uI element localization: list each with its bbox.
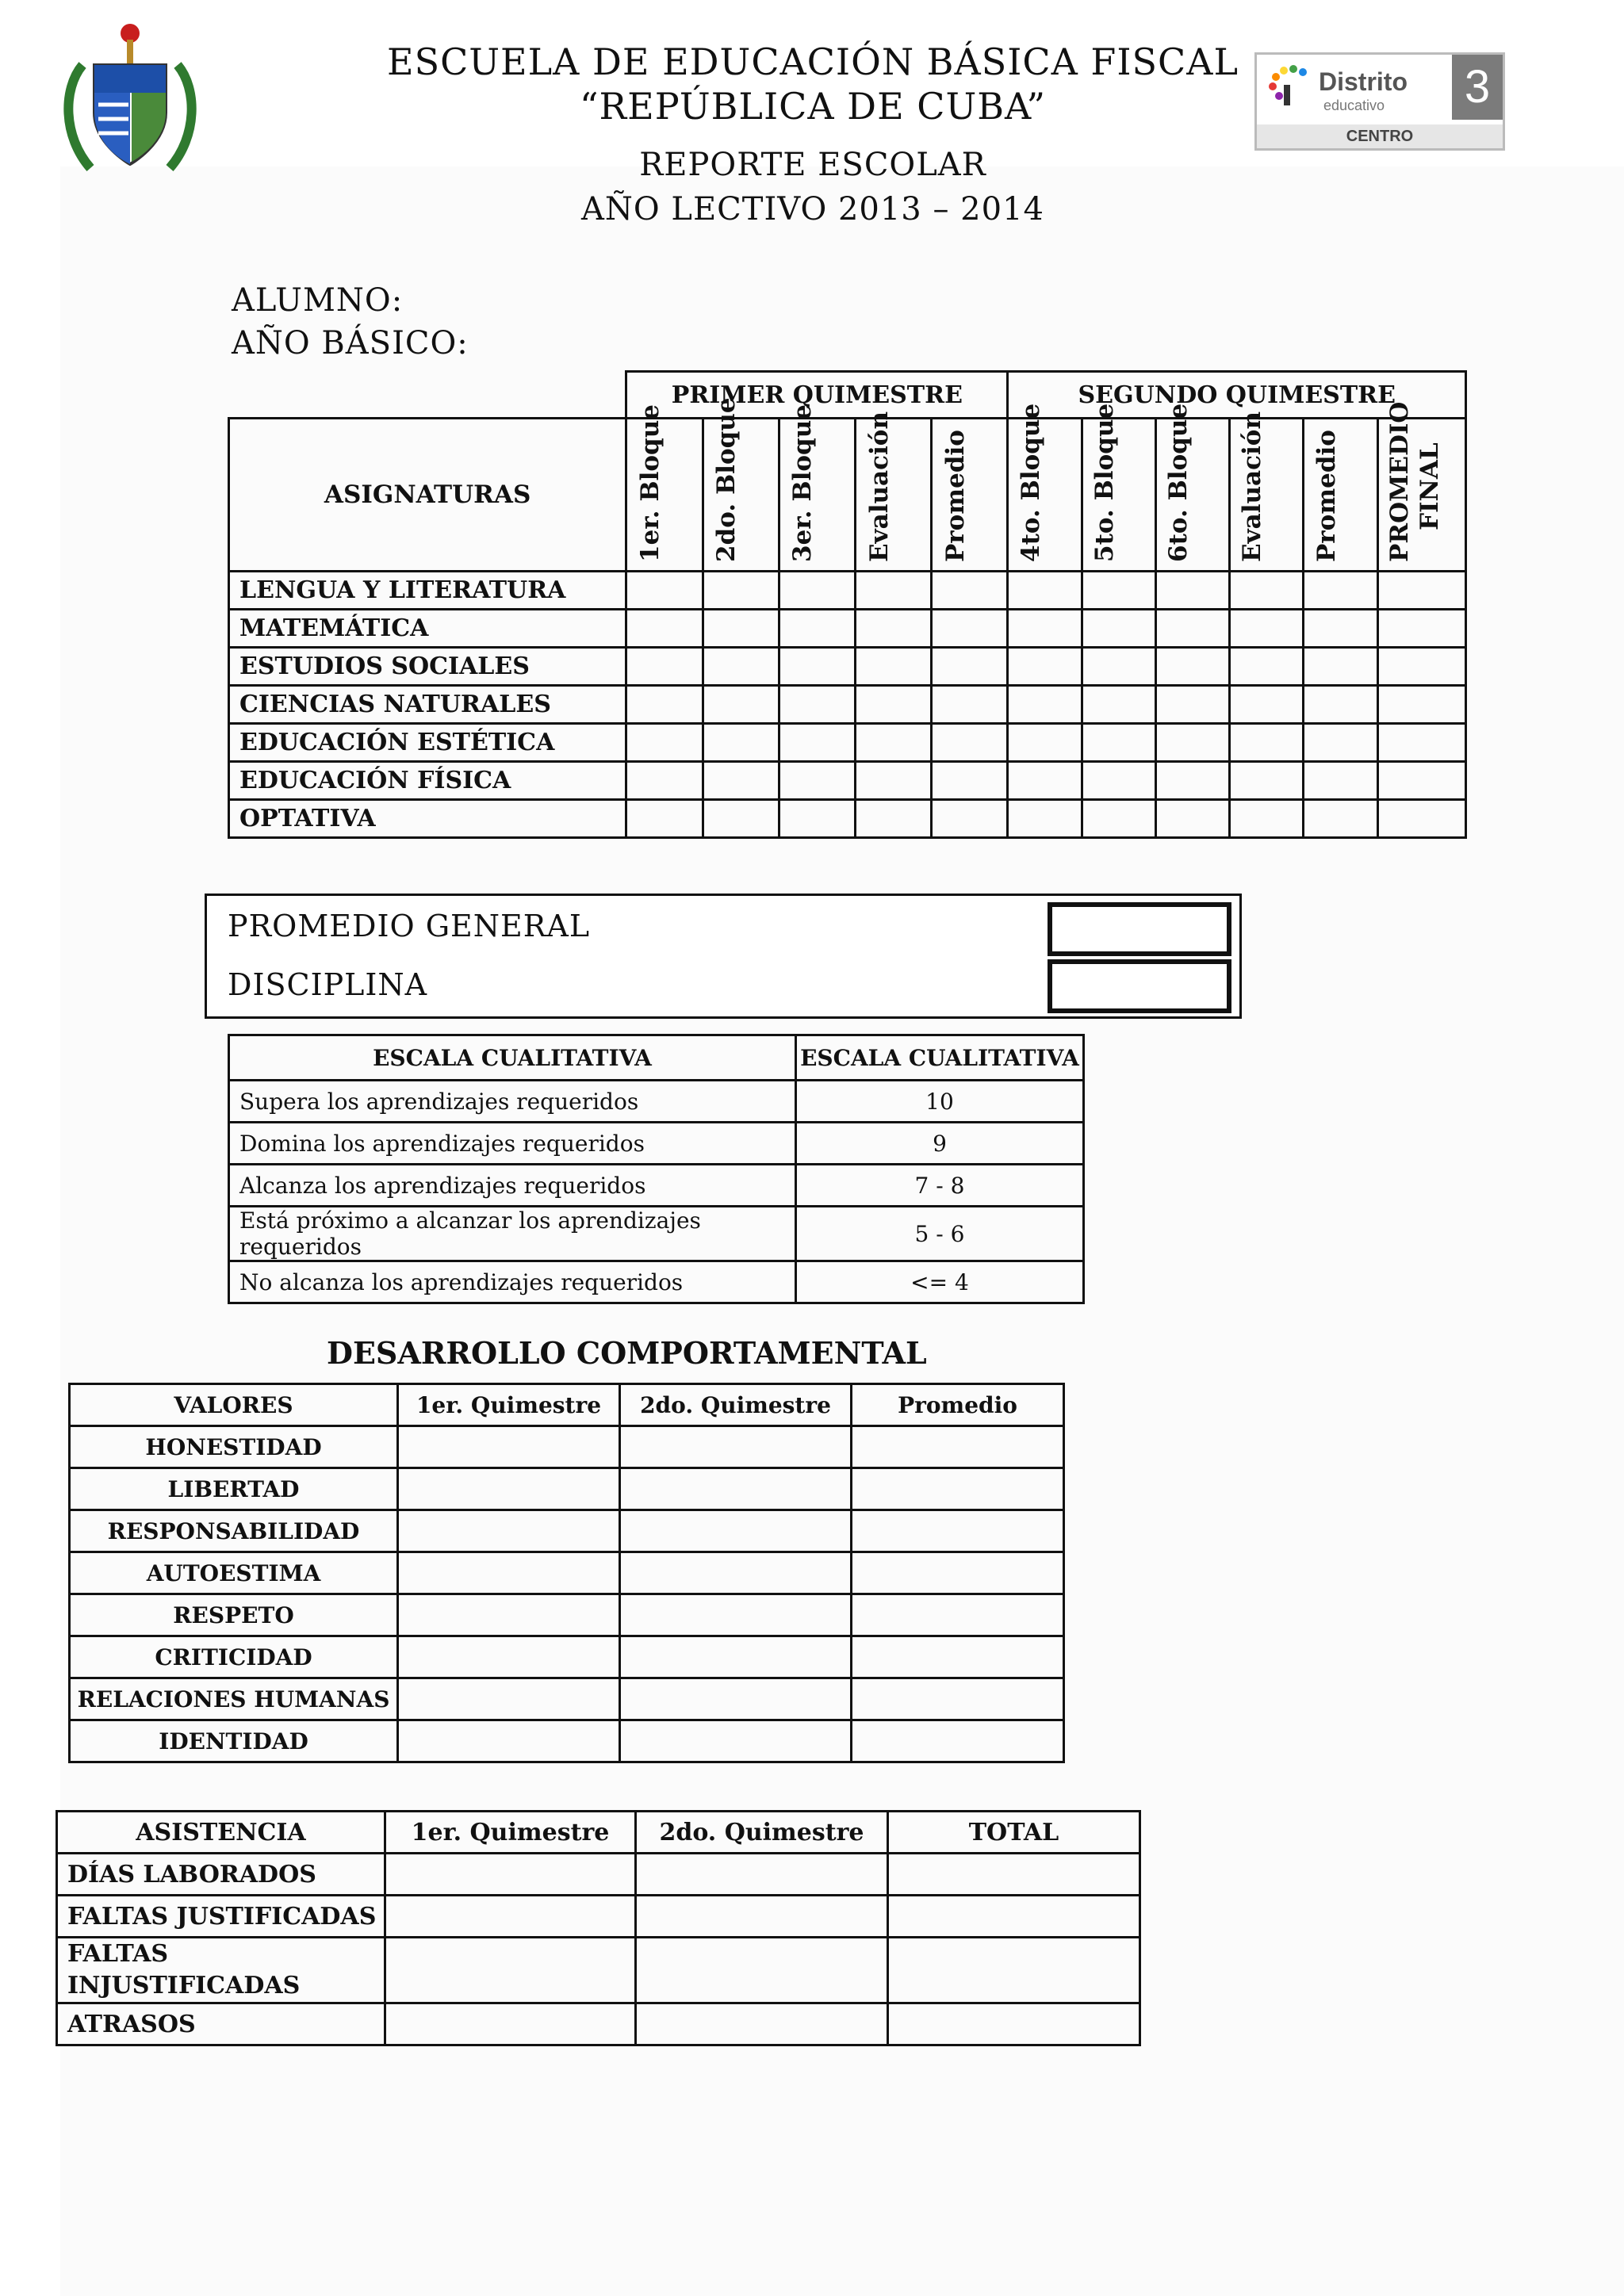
scale-value: 7 - 8: [796, 1165, 1084, 1207]
behavior-header: Promedio: [852, 1384, 1064, 1426]
behavior-row: [70, 1552, 1064, 1594]
grades-table: [228, 370, 1467, 839]
subject-name: OPTATIVA: [229, 800, 626, 838]
coat-of-arms-logo: [59, 17, 201, 184]
behavior-value: HONESTIDAD: [70, 1426, 398, 1468]
behavior-row: [70, 1468, 1064, 1510]
subject-row: [229, 610, 1466, 648]
behavior-row: [70, 1636, 1064, 1678]
col-header: [1230, 411, 1304, 572]
scale-value: 9: [796, 1123, 1084, 1165]
scale-row: [229, 1207, 1084, 1261]
col-promedio-2: Promedio: [1312, 430, 1341, 562]
scale-description: Está próximo a alcanzar los aprendizajes requeridos: [229, 1207, 796, 1261]
col-promedio-final-line2: FINAL: [1415, 442, 1444, 530]
subjects-header: ASIGNATURAS: [229, 419, 626, 572]
behavior-row: [70, 1720, 1064, 1762]
student-name-label: ALUMNO:: [232, 282, 404, 319]
col-evaluacion-2: Evaluación: [1238, 411, 1267, 562]
school-year: AÑO LECTIVO 2013 – 2014: [581, 191, 1044, 228]
report-title: REPORTE ESCOLAR: [639, 147, 986, 183]
behavior-row: [70, 1510, 1064, 1552]
scale-description: Supera los aprendizajes requeridos: [229, 1081, 796, 1123]
grades-corner: [229, 372, 626, 419]
distrito-sub: educativo: [1323, 98, 1385, 113]
behavior-title: DESARROLLO COMPORTAMENTAL: [327, 1335, 927, 1371]
behavior-value: RELACIONES HUMANAS: [70, 1678, 398, 1720]
attendance-header: 2do. Quimestre: [636, 1812, 888, 1854]
behavior-header: VALORES: [70, 1384, 398, 1426]
subject-name: LENGUA Y LITERATURA: [229, 572, 626, 610]
col-header: [779, 404, 855, 572]
attendance-label: FALTAS INJUSTIFICADAS: [57, 1938, 385, 2003]
school-name-quoted: “REPÚBLICA DE CUBA”: [579, 85, 1047, 128]
behavior-row: [70, 1594, 1064, 1636]
behavior-value: CRITICIDAD: [70, 1636, 398, 1678]
scale-row: [229, 1165, 1084, 1207]
col-header: [932, 419, 1008, 572]
promedio-general-field: [1048, 902, 1231, 956]
subject-row: [229, 724, 1466, 762]
col-header: [626, 404, 703, 572]
distrito-number: 3: [1452, 55, 1503, 120]
disciplina-label: DISCIPLINA: [228, 967, 428, 1002]
attendance-row: [57, 1896, 1140, 1938]
behavior-value: AUTOESTIMA: [70, 1552, 398, 1594]
scale-row: [229, 1081, 1084, 1123]
attendance-row: [57, 1938, 1140, 2003]
col-2do-bloque: 2do. Bloque: [712, 397, 741, 562]
col-promedio-final-line1: PROMEDIO: [1385, 401, 1414, 562]
subject-row: [229, 686, 1466, 724]
behavior-value: RESPETO: [70, 1594, 398, 1636]
distrito-logo: [1254, 52, 1505, 151]
scale-value: <= 4: [796, 1261, 1084, 1303]
attendance-header: 1er. Quimestre: [385, 1812, 636, 1854]
attendance-row: [57, 1854, 1140, 1896]
col-5to-bloque: 5to. Bloque: [1090, 403, 1119, 562]
second-quimestre-header: SEGUNDO QUIMESTRE: [1008, 372, 1466, 419]
subject-name: MATEMÁTICA: [229, 610, 626, 648]
col-1er-bloque: 1er. Bloque: [635, 404, 665, 562]
subject-row: [229, 572, 1466, 610]
distrito-brand: Distrito: [1319, 67, 1408, 96]
col-header: [1008, 403, 1082, 572]
behavior-row: [70, 1678, 1064, 1720]
attendance-label: FALTAS JUSTIFICADAS: [57, 1896, 385, 1938]
attendance-row: [57, 2003, 1140, 2045]
behavior-value: IDENTIDAD: [70, 1720, 398, 1762]
summary-box: [205, 894, 1242, 1019]
behavior-header: 1er. Quimestre: [398, 1384, 620, 1426]
attendance-table: [56, 1810, 1141, 2046]
subject-name: ESTUDIOS SOCIALES: [229, 648, 626, 686]
scale-description: Domina los aprendizajes requeridos: [229, 1123, 796, 1165]
col-header: [1155, 403, 1229, 572]
school-name: ESCUELA DE EDUCACIÓN BÁSICA FISCAL: [386, 40, 1239, 83]
col-header: [855, 411, 931, 572]
behavior-value: LIBERTAD: [70, 1468, 398, 1510]
promedio-general-label: PROMEDIO GENERAL: [228, 909, 591, 943]
scale-value: 10: [796, 1081, 1084, 1123]
basic-year-label: AÑO BÁSICO:: [232, 325, 469, 362]
scale-row: [229, 1261, 1084, 1303]
subject-name: EDUCACIÓN ESTÉTICA: [229, 724, 626, 762]
scale-header-2: ESCALA CUALITATIVA: [796, 1035, 1084, 1081]
behavior-value: RESPONSABILIDAD: [70, 1510, 398, 1552]
scale-value: 5 - 6: [796, 1207, 1084, 1261]
subject-name: EDUCACIÓN FÍSICA: [229, 762, 626, 800]
attendance-label: ATRASOS: [57, 2003, 385, 2045]
col-header: [1304, 419, 1377, 572]
col-header: [703, 397, 779, 572]
col-header: [1377, 401, 1465, 572]
scale-description: No alcanza los aprendizajes requeridos: [229, 1261, 796, 1303]
col-header: [1082, 403, 1155, 572]
col-evaluacion-1: Evaluación: [864, 411, 894, 562]
scale-description: Alcanza los aprendizajes requeridos: [229, 1165, 796, 1207]
first-quimestre-header: PRIMER QUIMESTRE: [626, 372, 1008, 419]
col-3er-bloque: 3er. Bloque: [788, 404, 818, 562]
behavior-table: [68, 1383, 1065, 1763]
scale-row: [229, 1123, 1084, 1165]
distrito-footer: CENTRO: [1257, 124, 1503, 148]
col-promedio-1: Promedio: [940, 430, 970, 562]
behavior-header: 2do. Quimestre: [620, 1384, 852, 1426]
subject-row: [229, 762, 1466, 800]
attendance-header: TOTAL: [888, 1812, 1140, 1854]
behavior-row: [70, 1426, 1064, 1468]
disciplina-field: [1048, 959, 1231, 1013]
col-6to-bloque: 6to. Bloque: [1164, 403, 1193, 562]
scale-header-1: ESCALA CUALITATIVA: [229, 1035, 796, 1081]
qualitative-scale-table: [228, 1034, 1085, 1304]
attendance-label: DÍAS LABORADOS: [57, 1854, 385, 1896]
subject-name: CIENCIAS NATURALES: [229, 686, 626, 724]
col-4to-bloque: 4to. Bloque: [1016, 403, 1045, 562]
subject-row: [229, 800, 1466, 838]
attendance-header: ASISTENCIA: [57, 1812, 385, 1854]
subject-row: [229, 648, 1466, 686]
